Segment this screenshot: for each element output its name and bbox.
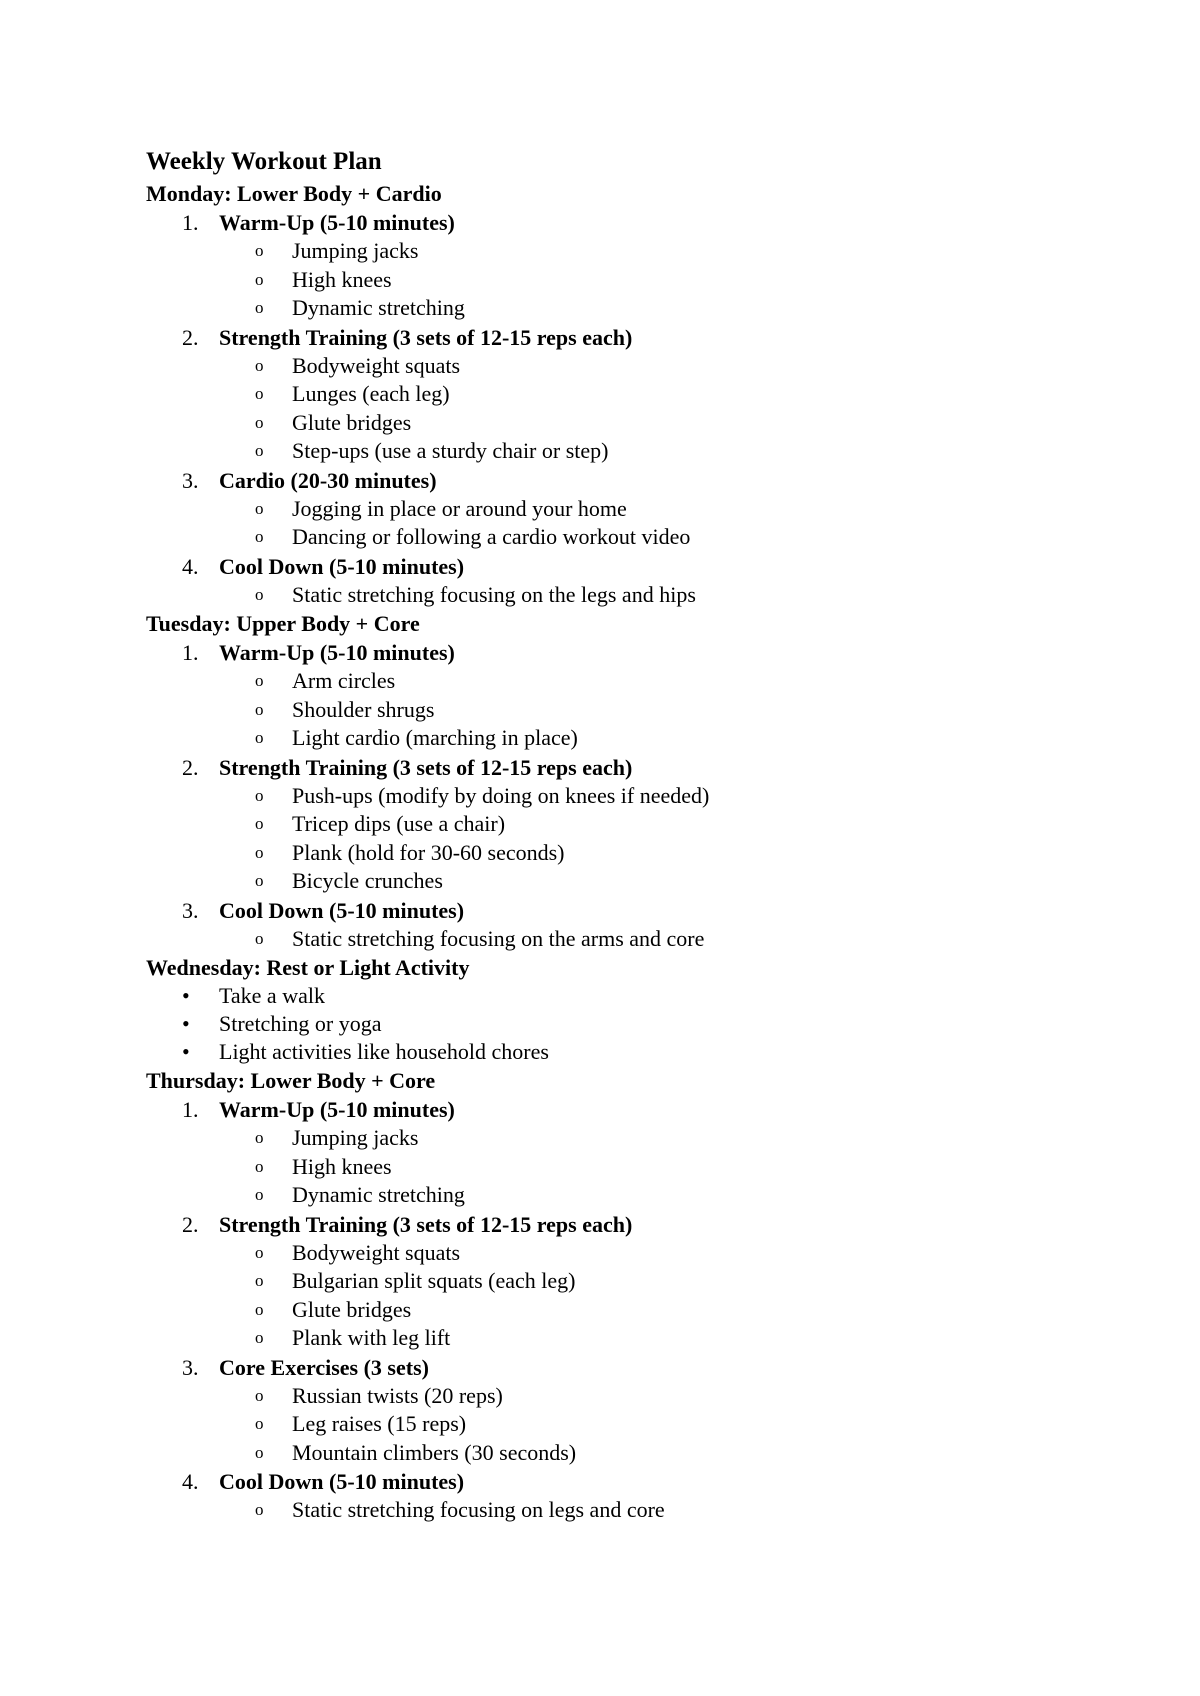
step-header (146, 1095, 1046, 1124)
circle-bullet-icon: o (255, 584, 264, 604)
circle-bullet-icon: o (255, 1271, 264, 1290)
exercise-item (146, 1439, 1046, 1468)
document-title: Weekly Workout Plan (146, 148, 382, 175)
activity-item (146, 1010, 1046, 1038)
exercise-item (146, 1296, 1046, 1325)
exercise-item (146, 1124, 1046, 1153)
step-number: 2. (182, 754, 199, 780)
workout-step (146, 1210, 1046, 1353)
circle-bullet-icon: o (255, 355, 264, 375)
exercise-item (146, 1153, 1046, 1182)
circle-bullet-icon: o (255, 441, 264, 460)
circle-bullet-icon: o (255, 1500, 264, 1519)
exercise-text: High knees (292, 266, 392, 292)
step-label: Cool Down (5-10 minutes) (219, 897, 465, 923)
step-header (146, 1353, 1046, 1382)
exercise-item (146, 237, 1046, 266)
step-header (146, 208, 1046, 237)
exercise-text: Jumping jacks (292, 238, 419, 263)
exercise-text: Glute bridges (292, 1296, 412, 1322)
day-section (146, 179, 1046, 609)
exercise-text: Light cardio (marching in place) (292, 725, 578, 750)
exercise-text: Bulgarian split squats (each leg) (292, 1268, 576, 1293)
exercise-text: Leg raises (15 reps) (292, 1411, 467, 1436)
bullet-icon: • (182, 1039, 190, 1064)
exercise-item (146, 495, 1046, 524)
exercise-item (146, 352, 1046, 381)
circle-bullet-icon: o (255, 814, 264, 833)
circle-bullet-icon: o (255, 298, 264, 317)
exercise-item (146, 867, 1046, 896)
exercise-text: Jogging in place or around your home (292, 495, 627, 521)
step-label: Warm-Up (5-10 minutes) (219, 640, 455, 665)
step-header (146, 323, 1046, 352)
step-label: Cardio (20-30 minutes) (219, 467, 437, 493)
circle-bullet-icon: o (255, 412, 264, 432)
circle-bullet-icon: o (255, 928, 264, 948)
exercise-text: Bicycle crunches (292, 868, 443, 893)
exercise-text: Static stretching focusing on the arms and core (292, 925, 705, 951)
day-section (146, 609, 1046, 953)
exercise-item (146, 1267, 1046, 1296)
exercise-text: Bodyweight squats (292, 352, 461, 378)
circle-bullet-icon: o (255, 241, 264, 260)
exercise-text: Bodyweight squats (292, 1239, 461, 1265)
exercise-item (146, 810, 1046, 839)
exercise-item (146, 925, 1046, 954)
exercise-text: High knees (292, 1153, 392, 1179)
exercise-item (146, 839, 1046, 868)
document-body (146, 145, 1046, 1525)
exercise-item (146, 724, 1046, 753)
step-number: 4. (182, 553, 199, 579)
circle-bullet-icon: o (255, 527, 264, 546)
exercise-item (146, 1324, 1046, 1353)
circle-bullet-icon: o (255, 699, 264, 719)
exercise-item (146, 409, 1046, 438)
bullet-icon: • (182, 1011, 190, 1036)
day-heading: Wednesday: Rest or Light Activity (146, 955, 470, 980)
workout-step (146, 1095, 1046, 1210)
circle-bullet-icon: o (255, 384, 264, 403)
step-label: Warm-Up (5-10 minutes) (219, 1097, 455, 1122)
exercise-item (146, 581, 1046, 610)
step-label: Strength Training (3 sets of 12-15 reps each) (219, 324, 633, 350)
exercise-item (146, 1181, 1046, 1210)
exercise-text: Lunges (each leg) (292, 381, 450, 406)
exercise-item (146, 1496, 1046, 1525)
activity-text: Take a walk (219, 983, 325, 1008)
step-header (146, 552, 1046, 581)
step-number: 2. (182, 324, 199, 350)
step-number: 1. (182, 1097, 199, 1122)
workout-step (146, 638, 1046, 753)
circle-bullet-icon: o (255, 1185, 264, 1204)
day-heading: Tuesday: Upper Body + Core (146, 611, 420, 636)
circle-bullet-icon: o (255, 498, 264, 518)
circle-bullet-icon: o (255, 1242, 264, 1262)
workout-step (146, 323, 1046, 466)
exercise-item (146, 437, 1046, 466)
exercise-item (146, 667, 1046, 696)
workout-step (146, 466, 1046, 552)
exercise-item (146, 1382, 1046, 1411)
exercise-item (146, 1410, 1046, 1439)
step-number: 3. (182, 1354, 199, 1380)
circle-bullet-icon: o (255, 1328, 264, 1347)
exercise-item (146, 266, 1046, 295)
workout-step (146, 753, 1046, 896)
circle-bullet-icon: o (255, 671, 264, 690)
circle-bullet-icon: o (255, 1299, 264, 1319)
exercise-text: Russian twists (20 reps) (292, 1382, 503, 1408)
step-number: 2. (182, 1211, 199, 1237)
step-label: Strength Training (3 sets of 12-15 reps each) (219, 754, 633, 780)
step-label: Cool Down (5-10 minutes) (219, 553, 465, 579)
step-header (146, 1467, 1046, 1496)
step-header (146, 638, 1046, 667)
exercise-text: Plank (hold for 30-60 seconds) (292, 839, 565, 865)
circle-bullet-icon: o (255, 1128, 264, 1147)
activity-item (146, 1038, 1046, 1066)
circle-bullet-icon: o (255, 1385, 264, 1405)
step-number: 3. (182, 897, 199, 923)
workout-step (146, 896, 1046, 954)
day-sections (146, 179, 1046, 1525)
step-label: Strength Training (3 sets of 12-15 reps each) (219, 1211, 633, 1237)
exercise-text: Dynamic stretching (292, 295, 465, 320)
exercise-item (146, 782, 1046, 811)
exercise-item (146, 1239, 1046, 1268)
step-number: 1. (182, 640, 199, 665)
step-header (146, 753, 1046, 782)
workout-step (146, 1353, 1046, 1468)
workout-step (146, 208, 1046, 323)
circle-bullet-icon: o (255, 871, 264, 890)
circle-bullet-icon: o (255, 785, 264, 805)
circle-bullet-icon: o (255, 1414, 264, 1433)
step-label: Core Exercises (3 sets) (219, 1354, 429, 1380)
bullet-icon: • (182, 983, 190, 1008)
workout-step (146, 1467, 1046, 1525)
step-number: 4. (182, 1469, 199, 1494)
activity-item (146, 982, 1046, 1010)
circle-bullet-icon: o (255, 1442, 264, 1462)
day-section (146, 953, 1046, 1066)
day-section (146, 1066, 1046, 1525)
exercise-text: Arm circles (292, 668, 396, 693)
exercise-item (146, 523, 1046, 552)
exercise-text: Plank with leg lift (292, 1325, 451, 1350)
circle-bullet-icon: o (255, 842, 264, 862)
day-heading: Thursday: Lower Body + Core (146, 1068, 436, 1093)
step-header (146, 1210, 1046, 1239)
step-header (146, 466, 1046, 495)
exercise-text: Step-ups (use a sturdy chair or step) (292, 438, 609, 463)
step-number: 3. (182, 467, 199, 493)
exercise-item (146, 380, 1046, 409)
workout-step (146, 552, 1046, 610)
exercise-text: Dancing or following a cardio workout video (292, 524, 691, 549)
exercise-text: Shoulder shrugs (292, 696, 435, 722)
step-header (146, 896, 1046, 925)
circle-bullet-icon: o (255, 1156, 264, 1176)
exercise-text: Tricep dips (use a chair) (292, 811, 506, 836)
activity-text: Light activities like household chores (219, 1039, 549, 1064)
activity-text: Stretching or yoga (219, 1011, 382, 1036)
step-number: 1. (182, 210, 199, 235)
circle-bullet-icon: o (255, 269, 264, 289)
exercise-text: Push-ups (modify by doing on knees if needed) (292, 782, 710, 808)
step-label: Cool Down (5-10 minutes) (219, 1469, 465, 1494)
exercise-text: Glute bridges (292, 409, 412, 435)
day-heading: Monday: Lower Body + Cardio (146, 181, 442, 206)
exercise-text: Static stretching focusing on legs and core (292, 1497, 665, 1522)
circle-bullet-icon: o (255, 728, 264, 747)
step-label: Warm-Up (5-10 minutes) (219, 210, 455, 235)
exercise-item (146, 696, 1046, 725)
exercise-text: Mountain climbers (30 seconds) (292, 1439, 577, 1465)
exercise-text: Jumping jacks (292, 1125, 419, 1150)
exercise-item (146, 294, 1046, 323)
exercise-text: Static stretching focusing on the legs and hips (292, 581, 696, 607)
exercise-text: Dynamic stretching (292, 1182, 465, 1207)
